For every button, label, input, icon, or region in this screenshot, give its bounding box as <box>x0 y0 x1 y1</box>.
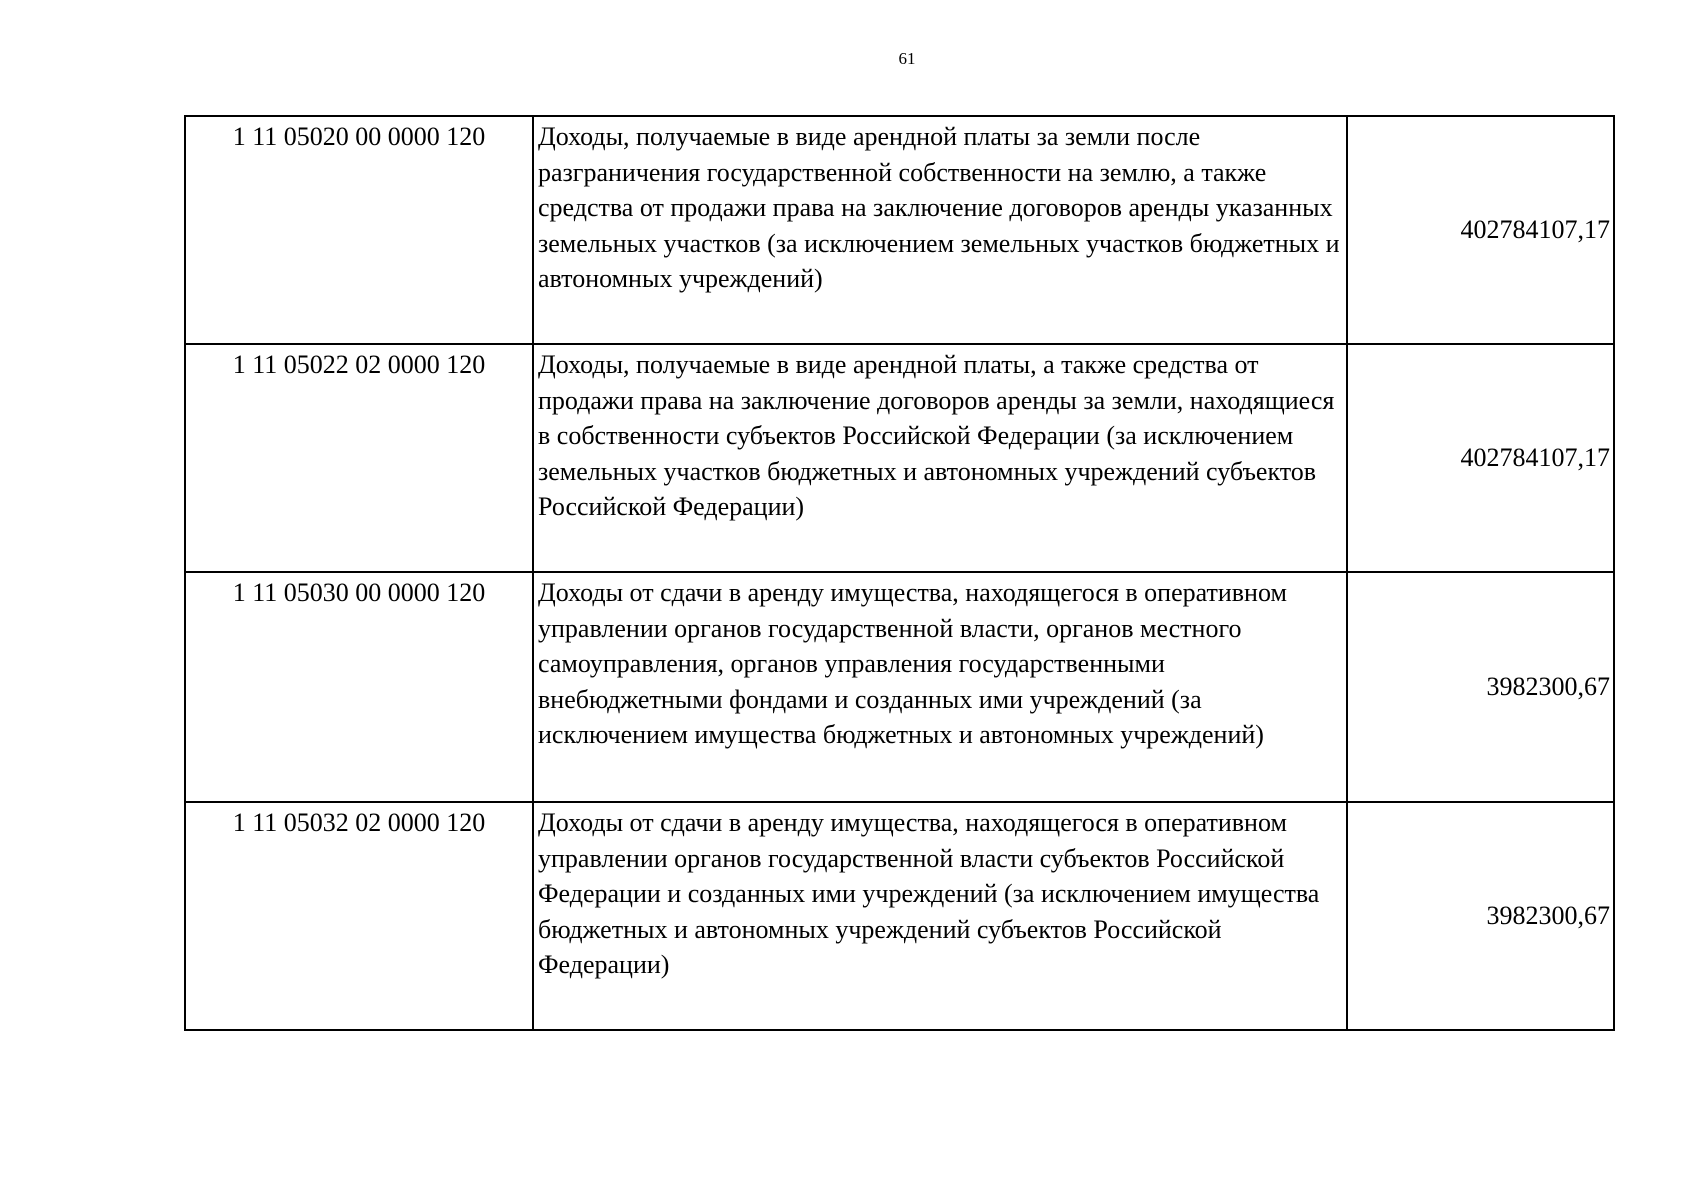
budget-code-cell: 1 11 05032 02 0000 120 <box>185 802 533 1030</box>
budget-code-cell: 1 11 05022 02 0000 120 <box>185 344 533 572</box>
table-row <box>185 116 1614 344</box>
description-cell: Доходы, получаемые в виде арендной платы за земли после разграничения государственной собственности на землю, а также средства от продажи права на заключение договоров аренды указанных земельных участков (за исключением земельных участков бюджетных и автономных учреждений) <box>533 116 1347 344</box>
budget-code-cell: 1 11 05020 00 0000 120 <box>185 116 533 344</box>
description-cell: Доходы от сдачи в аренду имущества, находящегося в оперативном управлении органов государственной власти субъектов Российской Федерации и созданных ими учреждений (за исключением имущества бюджетных и автономных учреждений субъектов Российской Федерации) <box>533 802 1347 1030</box>
revenue-table <box>184 115 1615 1031</box>
page-number: 61 <box>898 49 916 68</box>
amount-cell: 402784107,17 <box>1347 344 1614 572</box>
table-row <box>185 344 1614 572</box>
budget-code-cell: 1 11 05030 00 0000 120 <box>185 572 533 802</box>
description-cell: Доходы, получаемые в виде арендной платы, а также средства от продажи права на заключение договоров аренды за земли, находящиеся в собственности субъектов Российской Федерации (за исключением земельных участков бюджетных и автономных учреждений субъектов Российской Федерации) <box>533 344 1347 572</box>
amount-cell: 402784107,17 <box>1347 116 1614 344</box>
amount-cell: 3982300,67 <box>1347 572 1614 802</box>
description-cell: Доходы от сдачи в аренду имущества, находящегося в оперативном управлении органов государственной власти, органов местного самоуправления, органов управления государственными внебюджетными фондами и созданных ими учреждений (за исключением имущества бюджетных и автономных учреждений) <box>533 572 1347 802</box>
table-row <box>185 572 1614 802</box>
amount-cell: 3982300,67 <box>1347 802 1614 1030</box>
table-row <box>185 802 1614 1030</box>
